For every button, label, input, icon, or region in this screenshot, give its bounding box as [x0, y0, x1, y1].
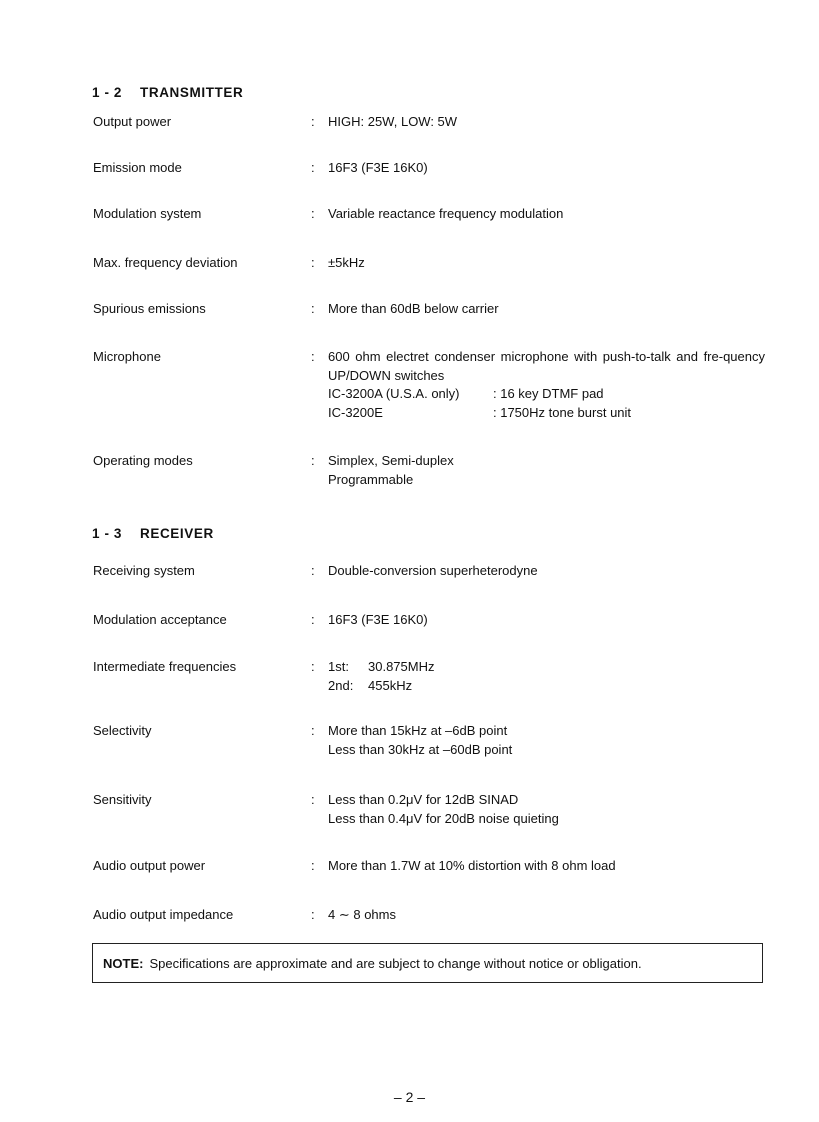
spec-label: Audio output power — [93, 858, 206, 873]
spec-value-line: Less than 30kHz at –60dB point — [328, 741, 513, 757]
spec-label: Output power — [93, 114, 172, 129]
model-line-ic3200e — [328, 404, 765, 423]
spec-label: Max. frequency deviation — [93, 255, 238, 270]
spec-colon: : — [311, 301, 315, 316]
spec-colon: : — [311, 114, 315, 129]
spec-value-line: ±5kHz — [328, 255, 365, 270]
spec-value — [328, 159, 765, 178]
if-stage: 2nd: — [328, 677, 354, 693]
spec-colon: : — [311, 659, 315, 674]
if-frequency: 455kHz — [368, 677, 413, 693]
spec-colon: : — [311, 349, 315, 364]
spec-label: Sensitivity — [93, 792, 152, 807]
spec-value-line: Double-conversion superheterodyne — [328, 563, 538, 578]
page-number: – 2 – — [393, 1089, 426, 1105]
note-label: NOTE: — [103, 956, 144, 971]
spec-label: Modulation acceptance — [93, 612, 227, 627]
if-stage: 1st: — [328, 659, 349, 674]
spec-colon: : — [311, 255, 315, 270]
spec-label: Operating modes — [93, 453, 193, 468]
spec-label: Audio output impedance — [93, 907, 234, 922]
model-name: IC-3200A (U.S.A. only) — [328, 386, 460, 401]
spec-label: Microphone — [93, 349, 161, 364]
spec-value-line: More than 1.7W at 10% distortion with 8 ohm load — [328, 858, 616, 873]
spec-value-line: 16F3 (F3E 16K0) — [328, 612, 428, 627]
spec-label: Emission mode — [93, 160, 182, 175]
spec-value-line: Variable reactance frequency modulation — [328, 206, 564, 221]
spec-value — [328, 562, 765, 581]
spec-colon: : — [311, 160, 315, 175]
spec-value-line: HIGH: 25W, LOW: 5W — [328, 114, 458, 129]
model-line-ic3200a — [328, 385, 765, 404]
spec-value — [328, 113, 765, 132]
spec-colon: : — [311, 792, 315, 807]
spec-value-line: More than 15kHz at –6dB point — [328, 723, 508, 738]
spec-label: Modulation system — [93, 206, 202, 221]
transmitter-section-title: TRANSMITTER — [140, 85, 244, 100]
spec-label: Selectivity — [93, 723, 152, 738]
receiver-heading — [92, 526, 214, 541]
model-spec: : 16 key DTMF pad — [493, 386, 604, 401]
spec-colon: : — [311, 453, 315, 468]
spec-value-line: 4 ∼ 8 ohms — [328, 907, 396, 922]
spec-value-line: Simplex, Semi-duplex — [328, 453, 454, 468]
spec-value — [328, 857, 765, 876]
spec-value — [328, 658, 765, 695]
transmitter-heading — [92, 85, 243, 100]
note-box — [92, 943, 763, 983]
spec-value — [328, 611, 765, 630]
transmitter-section-number: 1 - 2 — [92, 85, 123, 100]
spec-colon: : — [311, 206, 315, 221]
spec-colon: : — [311, 723, 315, 738]
spec-colon: : — [311, 563, 315, 578]
spec-value — [328, 300, 765, 319]
model-spec: : 1750Hz tone burst unit — [493, 404, 632, 420]
spec-value — [328, 791, 765, 828]
if-line-2nd — [328, 677, 765, 696]
if-line-1st — [328, 658, 765, 677]
spec-value — [328, 722, 765, 759]
model-name: IC-3200E — [328, 404, 383, 420]
note-text: Specifications are approximate and are subject to change without notice or obligation. — [149, 956, 642, 971]
spec-colon: : — [311, 612, 315, 627]
spec-value — [328, 348, 765, 422]
receiver-section-title: RECEIVER — [140, 526, 214, 541]
receiver-section-number: 1 - 3 — [92, 526, 123, 541]
spec-value-line: Less than 0.4μV for 20dB noise quieting — [328, 810, 559, 826]
spec-label: Intermediate frequencies — [93, 659, 237, 674]
spec-value-line: More than 60dB below carrier — [328, 301, 499, 316]
spec-value — [328, 205, 765, 224]
if-frequency: 30.875MHz — [368, 659, 435, 674]
spec-value — [328, 452, 765, 489]
spec-label: Spurious emissions — [93, 301, 206, 316]
spec-value — [328, 906, 765, 925]
spec-value-line: Less than 0.2μV for 12dB SINAD — [328, 792, 519, 807]
spec-value — [328, 254, 765, 273]
spec-colon: : — [311, 907, 315, 922]
spec-colon: : — [311, 858, 315, 873]
spec-value-line: Programmable — [328, 471, 414, 487]
spec-value-line: 16F3 (F3E 16K0) — [328, 160, 428, 175]
spec-label: Receiving system — [93, 563, 195, 578]
spec-value-line: 600 ohm electret condenser microphone with push-to-talk and fre-quency UP/DOWN switches — [328, 349, 765, 383]
